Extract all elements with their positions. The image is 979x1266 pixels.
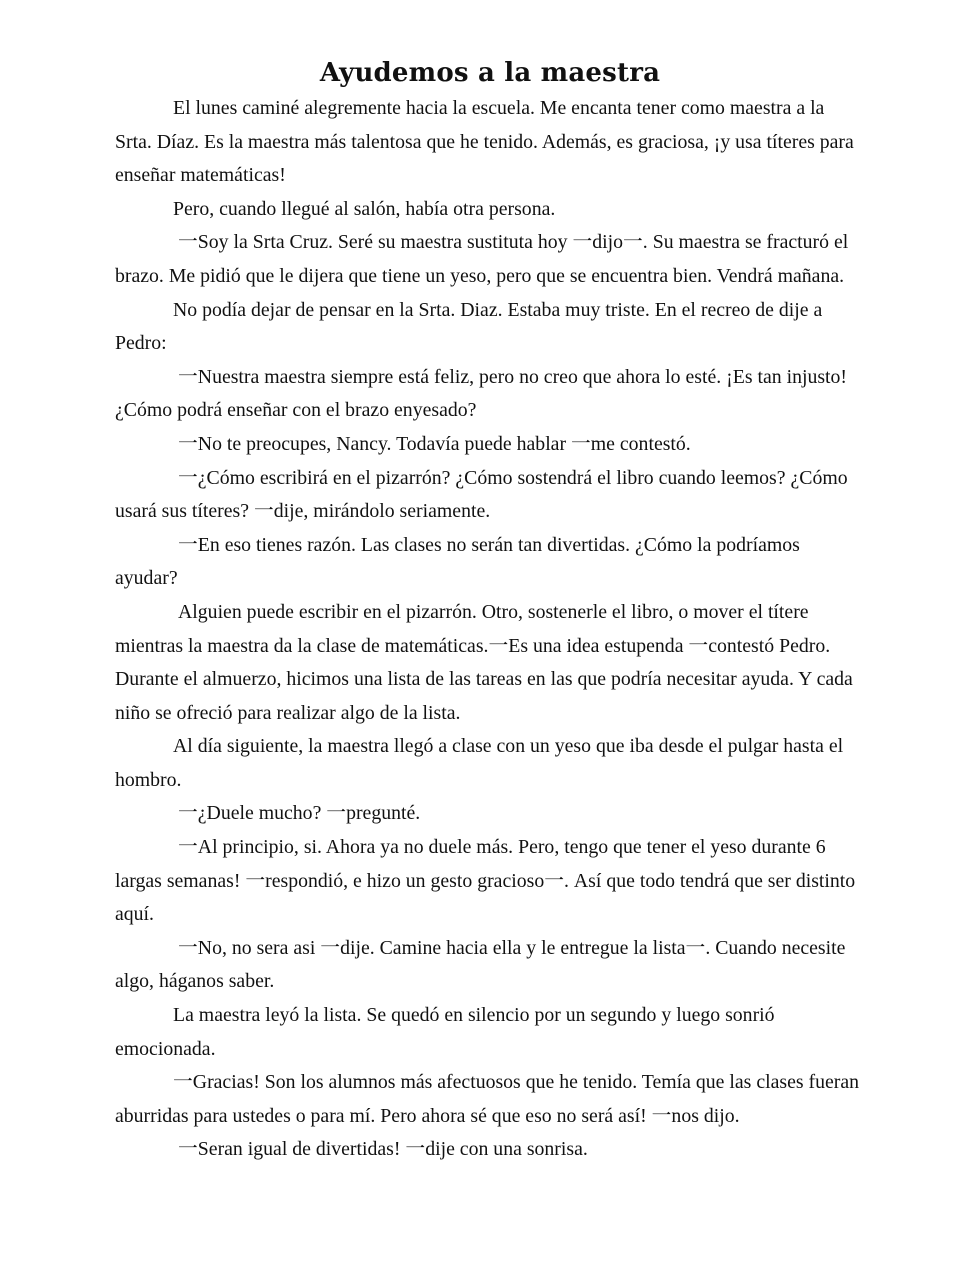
story-body — [115, 92, 865, 1167]
paragraph: El lunes caminé alegremente hacia la escuela. Me encanta tener como maestra a la Srta. Díaz. Es la maestra más talentosa que he tenido. Además, es graciosa, ¡y usa títeres para enseñar matemáticas! — [115, 97, 854, 187]
dialogue-paragraph: 一No te preocupes, Nancy. Todavía puede hablar 一me contestó. — [178, 432, 691, 455]
paragraph: 一Gracias! Son los alumnos más afectuosos que he tenido. Temía que las clases fueran aburridas para ustedes o para mí. Pero ahora sé que eso no será así! 一nos dijo. — [115, 1071, 860, 1127]
dialogue-paragraph: 一No, no sera asi 一dije. Camine hacia ella y le entregue la lista一. Cuando necesite algo, háganos saber. — [115, 936, 846, 993]
paragraph: Pero, cuando llegué al salón, había otra persona. — [173, 197, 556, 220]
paragraph: Al día siguiente, la maestra llegó a clase con un yeso que iba desde el pulgar hasta el hombro. — [115, 735, 844, 791]
story-title: Ayudemos a la maestra — [319, 58, 661, 88]
paragraph: No podía dejar de pensar en la Srta. Diaz. Estaba muy triste. En el recreo de dije a Pedro: — [115, 298, 823, 355]
paragraph: La maestra leyó la lista. Se quedó en silencio por un segundo y luego sonrió emocionada. — [115, 1004, 775, 1060]
dialogue-paragraph: 一Seran igual de divertidas! 一dije con una sonrisa. — [178, 1138, 588, 1161]
dialogue-paragraph: 一¿Cómo escribirá en el pizarrón? ¿Cómo sostendrá el libro cuando leemos? ¿Cómo usará sus títeres? 一dije, mirándolo seriamente. — [115, 466, 848, 523]
dialogue-paragraph: 一¿Duele mucho? 一pregunté. — [178, 802, 421, 825]
dialogue-paragraph: 一Al principio, si. Ahora ya no duele más. Pero, tengo que tener el yeso durante 6 largas semanas! 一respondió, e hizo un gesto gracioso一. Así que todo tendrá que ser distinto aquí. — [115, 836, 856, 926]
dialogue-paragraph: 一En eso tienes razón. Las clases no serán tan divertidas. ¿Cómo la podríamos ayudar? — [115, 533, 800, 590]
dialogue-paragraph: 一Soy la Srta Cruz. Seré su maestra sustituta hoy 一dijo一. Su maestra se fracturó el brazo. Me pidió que le dijera que tiene un yeso, pero que se encuentra bien. Vendrá mañana. — [115, 231, 849, 287]
document-page — [115, 56, 865, 1167]
dialogue-paragraph: Alguien puede escribir en el pizarrón. Otro, sostenerle el libro, o mover el títere mientras la maestra da la clase de matemáticas.一Es una idea estupenda 一contestó Pedro. Durante el almuerzo, hicimos una lista de las tareas en las que podría necesitar ayuda. Y cada niño se ofreció para realizar algo de la lista. — [115, 600, 853, 724]
dialogue-paragraph: 一Nuestra maestra siempre está feliz, pero no creo que ahora lo esté. ¡Es tan injusto! ¿Cómo podrá enseñar con el brazo enyesado? — [115, 365, 848, 422]
